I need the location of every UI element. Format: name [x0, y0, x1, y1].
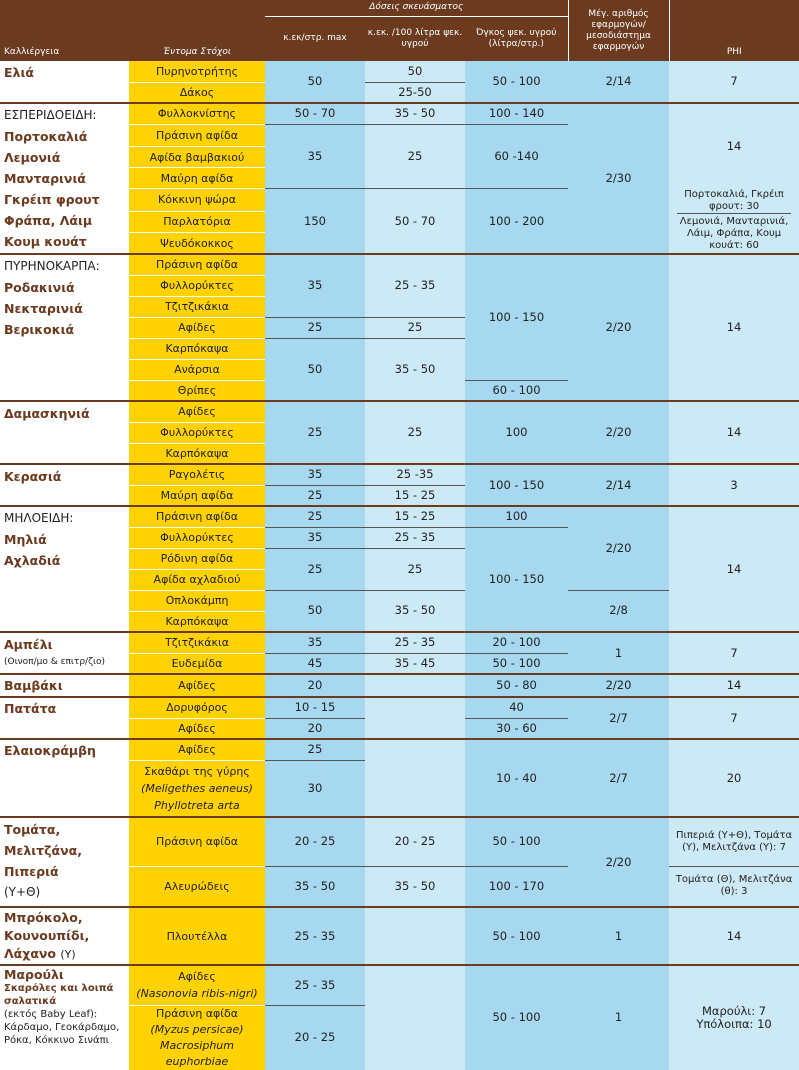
dose-cell: 35	[265, 632, 365, 653]
dose-cell: 10 - 15	[265, 697, 365, 718]
pest-cell: Καρπόκαψα	[129, 443, 265, 464]
pest-cell: Φυλλορύκτες	[129, 422, 265, 443]
apps-cell: 1	[568, 965, 669, 1070]
phi-note-tomato-a: Πιπεριά (Υ+Θ), Τομάτα (Υ), Μελιτζάνα (Υ): 7	[669, 817, 799, 866]
pest-cell: Καρπόκαψα	[129, 338, 265, 359]
pest-cell: Καρπόκαψα	[129, 611, 265, 632]
header-crop: Καλλιέργεια	[0, 0, 129, 61]
dose-cell: 50	[265, 61, 365, 103]
header-spray-volume: Όγκος ψεκ. υγρού (λίτρα/στρ.)	[465, 16, 568, 61]
apps-cell: 2/20	[568, 674, 669, 697]
pest-cell: Ευδεμίδα	[129, 653, 265, 674]
dose-cell: 25	[265, 401, 365, 464]
pest-cell: Αφίδες	[129, 674, 265, 697]
crop-potato: Πατάτα	[0, 697, 129, 739]
dose-cell: 25	[265, 739, 365, 760]
apps-cell: 2/30	[568, 103, 669, 254]
pest-cell: Φυλλορύκτες	[129, 275, 265, 296]
dose-cell: 25 - 35	[365, 527, 465, 548]
header-phi: PHI	[669, 0, 799, 61]
pest-cell: Πλουτέλλα	[129, 907, 265, 965]
crop-citrus: ΕΣΠΕΡΙΔΟΕΙΔΗ: Πορτοκαλιά Λεμονιά Μανταρινιά Γκρέιπ φρουτ Φράπα, Λάιμ Κουμ κουάτ	[0, 103, 129, 254]
apps-cell: 2/20	[568, 401, 669, 464]
header-dose-per-100l: κ.εκ. /100 λίτρα ψεκ. υγρού	[365, 16, 465, 61]
volume-cell: 100 - 200	[465, 189, 568, 255]
dose-cell: 150	[265, 189, 365, 255]
volume-cell: 30 - 60	[465, 718, 568, 739]
apps-cell: 2/8	[568, 590, 669, 632]
pest-cell: Δορυφόρος	[129, 697, 265, 718]
volume-cell: 20 - 100	[465, 632, 568, 653]
dose-cell: 50 - 70	[265, 103, 365, 124]
volume-cell: 50 - 100	[465, 61, 568, 103]
pest-cell: Φυλλοκνίστης	[129, 103, 265, 124]
header-dose-group: Δόσεις σκευάσματος	[265, 0, 568, 16]
pest-cell-green-aphid-myzus: Πράσινη αφίδα (Myzus persicae) Macrosiphum euphorbiae	[129, 1005, 265, 1070]
volume-cell: 100 - 170	[465, 866, 568, 907]
dose-cell-empty	[365, 965, 465, 1070]
pest-cell: Αφίδες	[129, 317, 265, 338]
dose-cell: 35 - 50	[365, 866, 465, 907]
phi-cell: 20	[669, 739, 799, 817]
pest-cell: Ανάρσια	[129, 359, 265, 380]
volume-cell: 100 - 140	[465, 103, 568, 124]
phi-note-lettuce: Μαρούλι: 7 Υπόλοιπα: 10	[669, 965, 799, 1070]
volume-cell: 100 - 150	[465, 254, 568, 380]
dose-cell: 25	[265, 485, 365, 506]
dose-cell: 35 - 50	[365, 338, 465, 401]
apps-cell: 2/14	[568, 464, 669, 506]
apps-cell: 2/20	[568, 506, 669, 590]
dose-cell: 25	[265, 548, 365, 590]
crop-lettuce: Μαρούλι Σκαρόλες και λοιπά σαλατικά (εκτός Baby Leaf): Κάρδαμο, Γεοκάρδαμο, Ρόκα, Κόκκινο Σινάπι	[0, 965, 129, 1070]
dose-cell: 25 - 35	[265, 907, 365, 965]
apps-cell: 1	[568, 632, 669, 674]
volume-cell: 50 - 100	[465, 965, 568, 1070]
dose-cell: 25 - 35	[365, 254, 465, 317]
dose-cell: 25	[265, 506, 365, 527]
crop-cotton: Βαμβάκι	[0, 674, 129, 697]
apps-cell: 2/14	[568, 61, 669, 103]
pest-cell: Τζιτζικάκια	[129, 296, 265, 317]
crop-vine: Αμπέλι (Οινοπ/μο & επιτρ/ζιο)	[0, 632, 129, 674]
dose-cell: 25	[265, 317, 365, 338]
crop-pome-fruit: ΜΗΛΟΕΙΔΗ: Μηλιά Αχλαδιά	[0, 506, 129, 632]
dose-cell: 25	[365, 124, 465, 189]
dose-cell: 20	[265, 674, 365, 697]
apps-cell: 2/20	[568, 817, 669, 907]
pest-cell: Τζιτζικάκια	[129, 632, 265, 653]
crop-olive: Ελιά	[0, 61, 129, 103]
pest-cell: Κόκκινη ψώρα	[129, 189, 265, 212]
pest-cell: Θρίπες	[129, 380, 265, 401]
dose-cell: 35	[265, 527, 365, 548]
phi-cell: 3	[669, 464, 799, 506]
dose-cell: 35	[265, 124, 365, 189]
header-pests: Έντομα Στόχοι	[129, 0, 265, 61]
pest-cell-pollen-beetle: Σκαθάρι της γύρης (Meligethes aeneus) Phyllotreta arta	[129, 760, 265, 817]
volume-cell: 50 - 80	[465, 674, 568, 697]
dose-cell: 35	[265, 254, 365, 317]
volume-cell: 50 - 100	[465, 817, 568, 866]
crop-brassica: Μπρόκολο, Κουνουπίδι, Λάχανο (Υ)	[0, 907, 129, 965]
phi-cell: 14	[669, 674, 799, 697]
volume-cell: 40	[465, 697, 568, 718]
phi-note-tomato-b: Τομάτα (Θ), Μελιτζάνα (θ): 3	[669, 866, 799, 907]
phi-cell: 7	[669, 697, 799, 739]
pest-cell: Πράσινη αφίδα	[129, 124, 265, 147]
dose-cell: 15 - 25	[365, 506, 465, 527]
pest-cell: Παρλατόρια	[129, 211, 265, 232]
dose-cell: 20 - 25	[265, 817, 365, 866]
pest-cell: Πυρηνοτρήτης	[129, 61, 265, 82]
pest-cell: Αφίδα αχλαδιού	[129, 569, 265, 590]
pest-cell: Αφίδα βαμβακιού	[129, 147, 265, 168]
volume-cell: 60 -140	[465, 124, 568, 189]
dose-cell: 20	[265, 718, 365, 739]
dose-cell-empty	[365, 907, 465, 965]
apps-cell: 2/20	[568, 254, 669, 401]
dose-cell: 25 - 35	[365, 632, 465, 653]
crop-rapeseed: Ελαιοκράμβη	[0, 739, 129, 817]
volume-cell: 10 - 40	[465, 739, 568, 817]
phi-note-citrus: Πορτοκαλιά, Γκρέιπ φρουτ: 30 Λεμονιά, Μανταρινιά, Λάιμ, Φράπα, Κουμ κουάτ: 60	[669, 189, 799, 255]
header-dose-per-stremma: κ.εκ/στρ. max	[265, 16, 365, 61]
volume-cell: 100	[465, 506, 568, 527]
phi-cell: 7	[669, 632, 799, 674]
dose-cell: 20 - 25	[365, 817, 465, 866]
phi-cell: 14	[669, 506, 799, 632]
pest-cell: Πράσινη αφίδα	[129, 817, 265, 866]
dose-cell: 15 - 25	[365, 485, 465, 506]
pest-cell: Αλευρώδεις	[129, 866, 265, 907]
volume-cell: 100	[465, 401, 568, 464]
pest-cell: Ρόδινη αφίδα	[129, 548, 265, 569]
dose-cell: 45	[265, 653, 365, 674]
pest-cell: Οπλοκάμπη	[129, 590, 265, 611]
dose-cell: 35 - 45	[365, 653, 465, 674]
dose-cell: 25	[365, 401, 465, 464]
volume-cell: 60 - 100	[465, 380, 568, 401]
pest-cell: Ραγολέτις	[129, 464, 265, 485]
crop-stone-fruit: ΠΥΡΗΝΟΚΑΡΠΑ: Ροδακινιά Νεκταρινιά Βερικοκιά	[0, 254, 129, 401]
dose-cell: 25	[365, 548, 465, 590]
pest-cell: Αφίδες	[129, 401, 265, 422]
dose-cell: 25 - 35	[265, 965, 365, 1005]
dose-cell: 25	[365, 317, 465, 338]
dose-cell: 50	[265, 338, 365, 401]
phi-cell: 7	[669, 61, 799, 103]
header-max-apps: Μέγ. αριθμός εφαρμογών/ μεσοδιάστημα εφαρμογών	[568, 0, 669, 61]
dose-cell: 50 - 70	[365, 189, 465, 255]
dose-cell: 50	[365, 61, 465, 82]
pest-cell: Αφίδες	[129, 739, 265, 760]
dose-cell: 20 - 25	[265, 1005, 365, 1070]
phi-cell: 14	[669, 401, 799, 464]
apps-cell: 1	[568, 907, 669, 965]
dose-cell: 50	[265, 590, 365, 632]
dose-cell: 30	[265, 760, 365, 817]
volume-cell: 100 - 150	[465, 464, 568, 506]
pest-cell: Ψευδόκοκκος	[129, 233, 265, 254]
pest-cell-aphids-nasonovia: Αφίδες (Nasonovia ribis-nigri)	[129, 965, 265, 1005]
dose-cell: 25-50	[365, 82, 465, 103]
volume-cell: 50 - 100	[465, 653, 568, 674]
volume-cell: 50 - 100	[465, 907, 568, 965]
dose-cell-empty	[365, 697, 465, 739]
crop-tomato: Τομάτα, Μελιτζάνα, Πιπεριά (Υ+Θ)	[0, 817, 129, 907]
pest-cell: Μαύρη αφίδα	[129, 168, 265, 189]
crop-plum: Δαμασκηνιά	[0, 401, 129, 464]
phi-cell: 14	[669, 103, 799, 189]
pest-cell: Φυλλορύκτες	[129, 527, 265, 548]
dose-cell: 35 - 50	[265, 866, 365, 907]
pest-cell: Δάκος	[129, 82, 265, 103]
dose-cell: 35 - 50	[365, 103, 465, 124]
dose-cell: 35	[265, 464, 365, 485]
pest-cell: Αφίδες	[129, 718, 265, 739]
apps-cell: 2/7	[568, 697, 669, 739]
phi-cell: 14	[669, 254, 799, 401]
pest-cell: Πράσινη αφίδα	[129, 506, 265, 527]
dose-cell: 25 -35	[365, 464, 465, 485]
volume-cell: 100 - 150	[465, 527, 568, 632]
dose-cell: 35 - 50	[365, 590, 465, 632]
phi-cell: 14	[669, 907, 799, 965]
dose-cell-empty	[365, 674, 465, 697]
apps-cell: 2/7	[568, 739, 669, 817]
pest-cell: Πράσινη αφίδα	[129, 254, 265, 275]
crop-cherry: Κερασιά	[0, 464, 129, 506]
dose-cell-empty	[365, 739, 465, 817]
pest-cell: Μαύρη αφίδα	[129, 485, 265, 506]
